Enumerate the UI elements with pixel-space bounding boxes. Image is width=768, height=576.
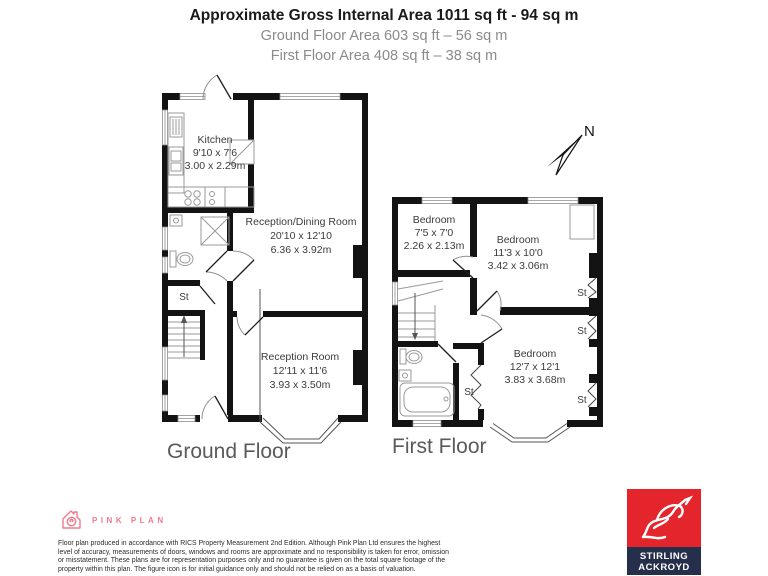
kitchen-imperial: 9'10 x 7'6 [192, 147, 238, 159]
staircase-first [398, 281, 443, 341]
staircase-ground [168, 315, 200, 358]
storage-label-3: St [577, 395, 587, 406]
griffin-icon [627, 489, 701, 547]
bedroom-back-metric: 3.42 x 3.06m [487, 260, 549, 272]
bedroom-front-imperial: 12'7 x 12'1 [509, 361, 561, 373]
reception-metric: 3.93 x 3.50m [269, 379, 331, 391]
basin-icon [170, 215, 182, 226]
disclaimer-line: property within this plan. The figure icon is for initial guidance only and should not be relied on as a basis of valuation. [58, 565, 416, 573]
basin-icon [399, 370, 411, 381]
bedroom-front-name: Bedroom [513, 348, 557, 360]
fridge-icon [170, 117, 182, 137]
disclaimer-line: or misstatement. These plans are for representation purposes only and no guarantee is given on the total square footage of the [58, 557, 446, 564]
agency-name-line2: ACKROYD [638, 562, 690, 573]
page-title: Approximate Gross Internal Area 1011 sq ft - 94 sq m [189, 7, 579, 24]
bedroom-small-name: Bedroom [412, 214, 456, 226]
disclaimer-text [58, 540, 449, 574]
reception-imperial: 12'11 x 11'6 [272, 365, 328, 377]
shower-icon [201, 217, 229, 245]
north-label: N [584, 123, 595, 140]
reception-dining-name: Reception/Dining Room [245, 216, 357, 228]
north-arrow [535, 103, 625, 193]
kitchen-metric: 3.00 x 2.29m [184, 160, 246, 172]
reception-name: Reception Room [260, 351, 340, 363]
wardrobe-icon [570, 205, 594, 239]
first-floor-plan [385, 193, 610, 468]
first-floor-label: First Floor [392, 435, 487, 458]
pink-plan-brand: PINK PLAN [92, 516, 167, 525]
agency-name [627, 547, 701, 575]
disclaimer-line: Floor plan produced in accordance with RICS Property Measurement 2nd Edition. Although Pink Plan Ltd ensures the highest [58, 540, 441, 547]
ground-floor-area-subtitle: Ground Floor Area 603 sq ft – 56 sq m [260, 28, 508, 44]
toilet-icon [400, 349, 422, 364]
bay-window-first [490, 424, 570, 443]
storage-label-4: St [464, 387, 474, 398]
ground-floor-plan [155, 55, 375, 475]
storage-label-ground: St [179, 292, 189, 303]
kitchen-name: Kitchen [197, 134, 233, 146]
bedroom-back-imperial: 11'3 x 10'0 [493, 247, 543, 259]
storage-label-1: St [577, 288, 587, 299]
wc-fixtures [170, 215, 229, 267]
bedroom-front-metric: 3.83 x 3.68m [504, 374, 566, 386]
bedroom-small-imperial: 7'5 x 7'0 [414, 227, 454, 239]
first-floor-area-subtitle: First Floor Area 408 sq ft – 38 sq m [270, 48, 498, 64]
stirling-ackroyd-logo [627, 489, 701, 575]
bedroom-small-metric: 2.26 x 2.13m [403, 240, 465, 252]
kitchen-sink-icon [169, 147, 183, 175]
ground-floor-label: Ground Floor [167, 440, 291, 463]
hob-icon [185, 191, 215, 205]
toilet-icon [170, 251, 193, 267]
storage-label-2: St [577, 326, 587, 337]
bathtub-icon [400, 383, 454, 416]
disclaimer-line: level of accuracy, measurements of doors, windows and rooms are approximate and no responsibility is taken for error, omission [58, 548, 449, 556]
pink-plan-logo-icon [60, 508, 84, 537]
agency-name-line1: STIRLING [639, 551, 689, 562]
bedroom-back-name: Bedroom [496, 234, 540, 246]
reception-dining-imperial: 20'10 x 12'10 [270, 230, 332, 242]
reception-dining-metric: 6.36 x 3.92m [270, 244, 332, 256]
